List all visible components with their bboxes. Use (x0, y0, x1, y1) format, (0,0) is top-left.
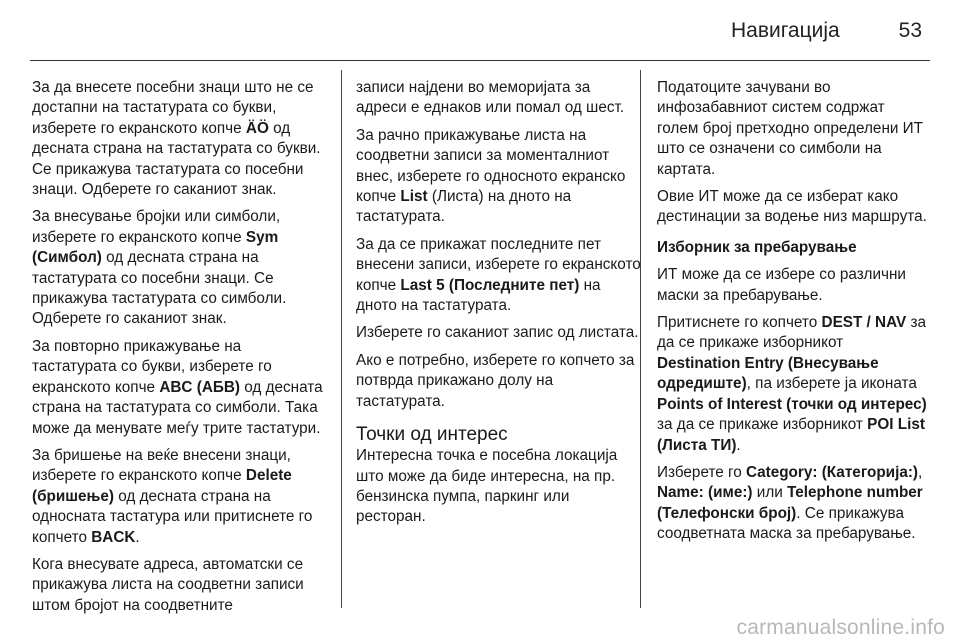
option-telephone: Telephone number (Телефонски број) (657, 484, 923, 522)
paragraph-select-entry: Изберете го саканиот запис од листата. (356, 324, 639, 342)
subheading-search-menu: Изборник за пребарување (657, 238, 857, 256)
page-title: Навигација (731, 19, 840, 42)
text-column-2 (356, 78, 642, 535)
paragraph-list: За рачно прикажување листа на соодветни записи за моменталниот внес, изберете го односното екранско копче List (Листа) на дното на тастатурата. (356, 126, 626, 226)
key-back: BACK (91, 528, 136, 546)
paragraph-category: Изберете го Category: (Категорија:), Name: (име:) или Telephone number (Телефонски број). Се прикажува соодветната маска за пребарување. (657, 463, 923, 543)
paragraph-symbols: За внесување бројки или симболи, изберете го екранското копче Sym (Симбол) од десната страна на тастатурата со посебни знаци. Се прикажува тастатурата со симболи. Одберете го саканиот знак. (32, 208, 287, 328)
header-rule (30, 60, 930, 61)
option-name: Name: (име:) (657, 484, 753, 502)
key-sym: Sym (Симбол) (32, 228, 279, 267)
page-number: 53 (898, 19, 922, 42)
key-abc: ABC (АБВ) (159, 378, 240, 396)
paragraph-search-masks: ИТ може да се избере со различни маски за пребарување. (657, 266, 906, 304)
paragraph-confirm: Ако е потребно, изберете го копчето за потврда прикажано долу на тастатурата. (356, 351, 635, 410)
key-aeoe: ÄÖ (245, 119, 269, 137)
paragraph-continuation: записи најдени во меморијата за адреси е еднаков или помал од шест. (356, 79, 625, 117)
paragraph-poi-destinations: Овие ИТ може да се изберат како дестинации за водење низ маршрута. (657, 188, 927, 226)
key-last5: Last 5 (Последните пет) (400, 276, 580, 294)
page-header (0, 0, 960, 62)
key-delete: Delete (бришење) (32, 467, 292, 505)
paragraph-letters: За повторно прикажување на тастатурата со букви, изберете го екранското копче ABC (АБВ) од десната страна на тастатурата со симболи. Така може да менувате меѓу трите тастатури. (32, 337, 323, 437)
key-list: List (400, 188, 428, 206)
key-dest-nav: DEST / NAV (821, 314, 907, 332)
section-heading-poi: Точки од интерес (356, 424, 508, 446)
paragraph-poi-data: Податоците зачувани во инфозабавниот систем содржат голем број претходно определени ИТ што се означени со симболи на картата. (657, 79, 924, 178)
menu-destination-entry: Destination Entry (Внесување одредиште) (657, 354, 879, 393)
paragraph-poi-definition: Интересна точка е посебна локација што може да биде интересна, на пр. бензинска пумпа, паркинг или ресторан. (356, 447, 618, 526)
option-category: Category: (Категорија:) (746, 463, 919, 481)
paragraph-dest-nav: Притиснете го копчето DEST / NAV за да се прикаже изборникот Destination Entry (Внесување одредиште), па изберете ја иконата Points of Interest (точки од интерес) за да се прикаже изборникот POI List (Листа ТИ). (657, 314, 927, 454)
column-divider-left (341, 70, 342, 608)
paragraph-address-list: Кога внесувате адреса, автоматски се прикажува листа на соодветни записи штом бројот на соодветните (32, 555, 304, 614)
icon-points-of-interest: Points of Interest (точки од интерес) (657, 395, 927, 413)
watermark: carmanualsonline.info (736, 616, 945, 639)
menu-poi-list: POI List (Листа ТИ) (657, 416, 925, 454)
paragraph-last5: За да се прикажат последните пет внесени записи, изберете го екранското копче Last 5 (Последните пет) на дното на тастатурата. (356, 235, 641, 315)
paragraph-special-chars: За да внесете посебни знаци што не се достапни на тастатурата со букви, изберете го екранското копче ÄÖ од десната страна на тастатурата со букви. Се прикажува тастатурата со посебни знаци. Одберете го саканиот знак. (32, 79, 321, 199)
text-column-1 (32, 78, 328, 623)
text-column-3 (657, 78, 927, 552)
paragraph-delete: За бришење на веќе внесени знаци, изберете го екранското копче Delete (бришење) од десната страна на односната тастатура или притиснете го копчето BACK. (32, 446, 313, 546)
